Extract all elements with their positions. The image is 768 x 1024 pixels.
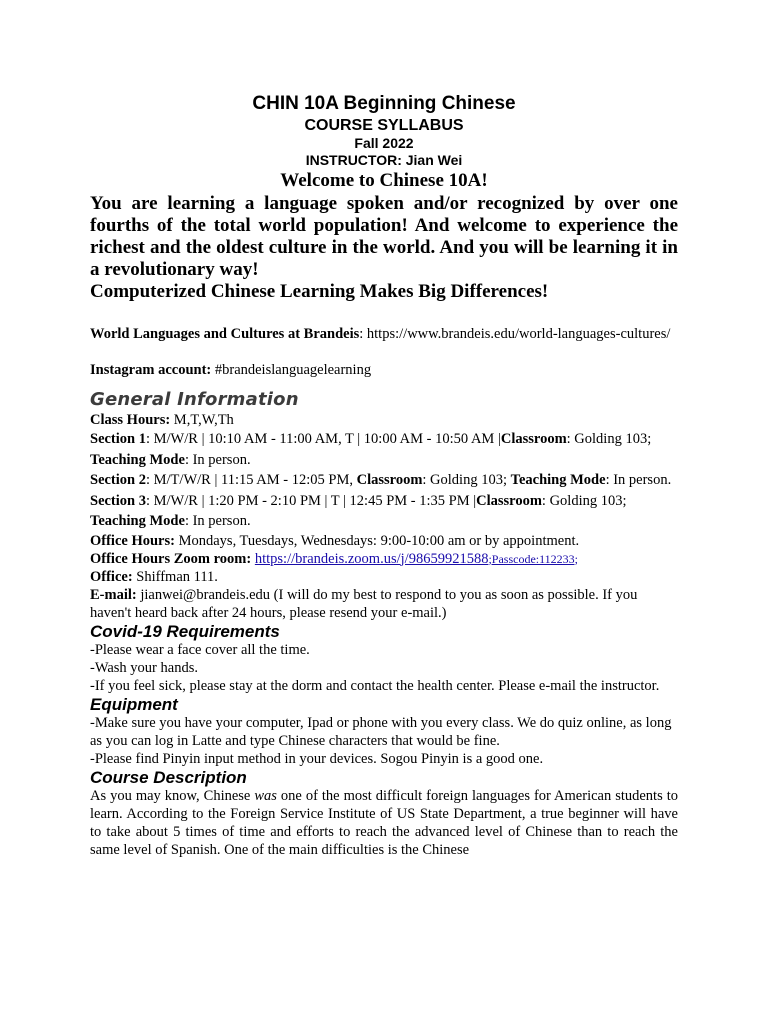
- intro-tagline: Computerized Chinese Learning Makes Big Differences!: [90, 281, 549, 302]
- email-line: [90, 586, 678, 622]
- equipment-item: -Make sure you have your computer, Ipad or phone with you every class. We do quiz online, as long as you can log in Latte and type Chinese characters that would be fine.: [90, 714, 672, 749]
- office-hours-label: Office Hours:: [90, 532, 175, 549]
- zoom-label: Office Hours Zoom room:: [90, 550, 252, 567]
- covid-heading: Covid-19 Requirements: [90, 621, 280, 641]
- intro-paragraph: You are learning a language spoken and/or recognized by over one fourths of the total world population! And welcome to experience the richest and the oldest culture in the world. And you will be learning it in a revolutionary way!: [90, 193, 678, 280]
- covid-item: -Wash your hands.: [90, 659, 198, 676]
- email-label: E-mail:: [90, 586, 137, 603]
- section-2-classroom-label: Classroom: [356, 472, 423, 488]
- covid-item: -Please wear a face cover all the time.: [90, 641, 310, 658]
- section-2-classroom-value: : Golding 103;: [422, 472, 507, 488]
- description-before: As you may know, Chinese: [90, 787, 255, 804]
- course-title: CHIN 10A Beginning Chinese: [252, 93, 516, 114]
- office-label: Office:: [90, 568, 133, 585]
- section-1-mode-label: Teaching Mode: [90, 451, 185, 468]
- description-emphasis: was: [254, 787, 277, 804]
- syllabus-content: [90, 92, 678, 859]
- section-1-classroom-label: Classroom: [500, 431, 567, 447]
- office-value: Shiffman 111.: [132, 568, 218, 585]
- section-3-mode-value: : In person.: [184, 513, 251, 529]
- email-value: jianwei@brandeis.edu (I will do my best to respond to you as soon as possible. If you haven't heard back after 24 hours, please resend your e-mail.): [90, 586, 638, 621]
- section-3-classroom-value: : Golding 103;: [541, 492, 627, 509]
- section-3-schedule: : M/W/R | 1:20 PM - 2:10 PM | T | 12:45 PM - 1:35 PM |: [145, 492, 477, 509]
- section-2-mode-label: Teaching Mode: [510, 472, 606, 488]
- section-3-mode-label: Teaching Mode: [90, 513, 185, 529]
- course-description-text: [90, 787, 678, 859]
- class-hours-line: [90, 411, 678, 429]
- zoom-link[interactable]: https://brandeis.zoom.us/j/98659921588: [254, 550, 489, 567]
- zoom-room-line: [90, 550, 678, 568]
- section-1-label: Section 1: [90, 431, 146, 447]
- zoom-passcode[interactable]: ;Passcode:112233;: [488, 551, 579, 566]
- general-info-heading: General Information: [90, 389, 299, 410]
- term: Fall 2022: [354, 135, 414, 151]
- office-line: [90, 568, 678, 586]
- covid-item: -If you feel sick, please stay at the dorm and contact the health center. Please e-mail the instructor.: [90, 677, 660, 694]
- description-after: one of the most difficult foreign languages for American students to learn. According to the Foreign Service Institute of US State Department, a true beginner will have to take about 5 times of time and efforts to reach the advanced level of Chinese than to reach the same level of Spanish. One of the main difficulties is the Chinese: [90, 787, 678, 858]
- office-hours-line: [90, 532, 678, 550]
- section-2-label: Section 2: [90, 472, 146, 488]
- section-3-label: Section 3: [90, 492, 146, 509]
- instagram-line: [90, 361, 678, 379]
- section-1-mode-value: : In person.: [184, 451, 251, 468]
- section-3-line: [90, 491, 678, 532]
- class-hours-value: M,T,W,Th: [170, 412, 234, 428]
- welcome-heading: Welcome to Chinese 10A!: [280, 170, 488, 191]
- section-1-classroom-value: : Golding 103;: [566, 431, 652, 447]
- syllabus-title: COURSE SYLLABUS: [304, 117, 464, 134]
- section-2-mode-value: : In person.: [605, 472, 672, 488]
- class-hours-label: Class Hours:: [90, 412, 171, 428]
- instructor: INSTRUCTOR: Jian Wei: [305, 152, 463, 168]
- wlc-label: World Languages and Cultures at Brandeis: [90, 326, 360, 342]
- section-3-classroom-label: Classroom: [476, 492, 542, 509]
- wlc-link-line: [90, 325, 678, 343]
- office-hours-value: Mondays, Tuesdays, Wednesdays: 9:00-10:00 am or by appointment.: [174, 532, 580, 549]
- instagram-value: #brandeislanguagelearning: [211, 362, 372, 378]
- course-description-heading: Course Description: [90, 767, 247, 787]
- equipment-heading: Equipment: [90, 694, 178, 714]
- section-2-line: [90, 470, 678, 491]
- section-1-schedule: : M/W/R | 10:10 AM - 11:00 AM, T | 10:00 AM - 10:50 AM |: [145, 431, 501, 447]
- wlc-url[interactable]: : https://www.brandeis.edu/world-languages-cultures/: [359, 326, 671, 342]
- equipment-item: -Please find Pinyin input method in your devices. Sogou Pinyin is a good one.: [90, 750, 544, 767]
- section-1-line: [90, 429, 678, 470]
- instagram-label: Instagram account:: [90, 362, 212, 378]
- section-2-schedule: : M/T/W/R | 11:15 AM - 12:05 PM,: [145, 472, 353, 488]
